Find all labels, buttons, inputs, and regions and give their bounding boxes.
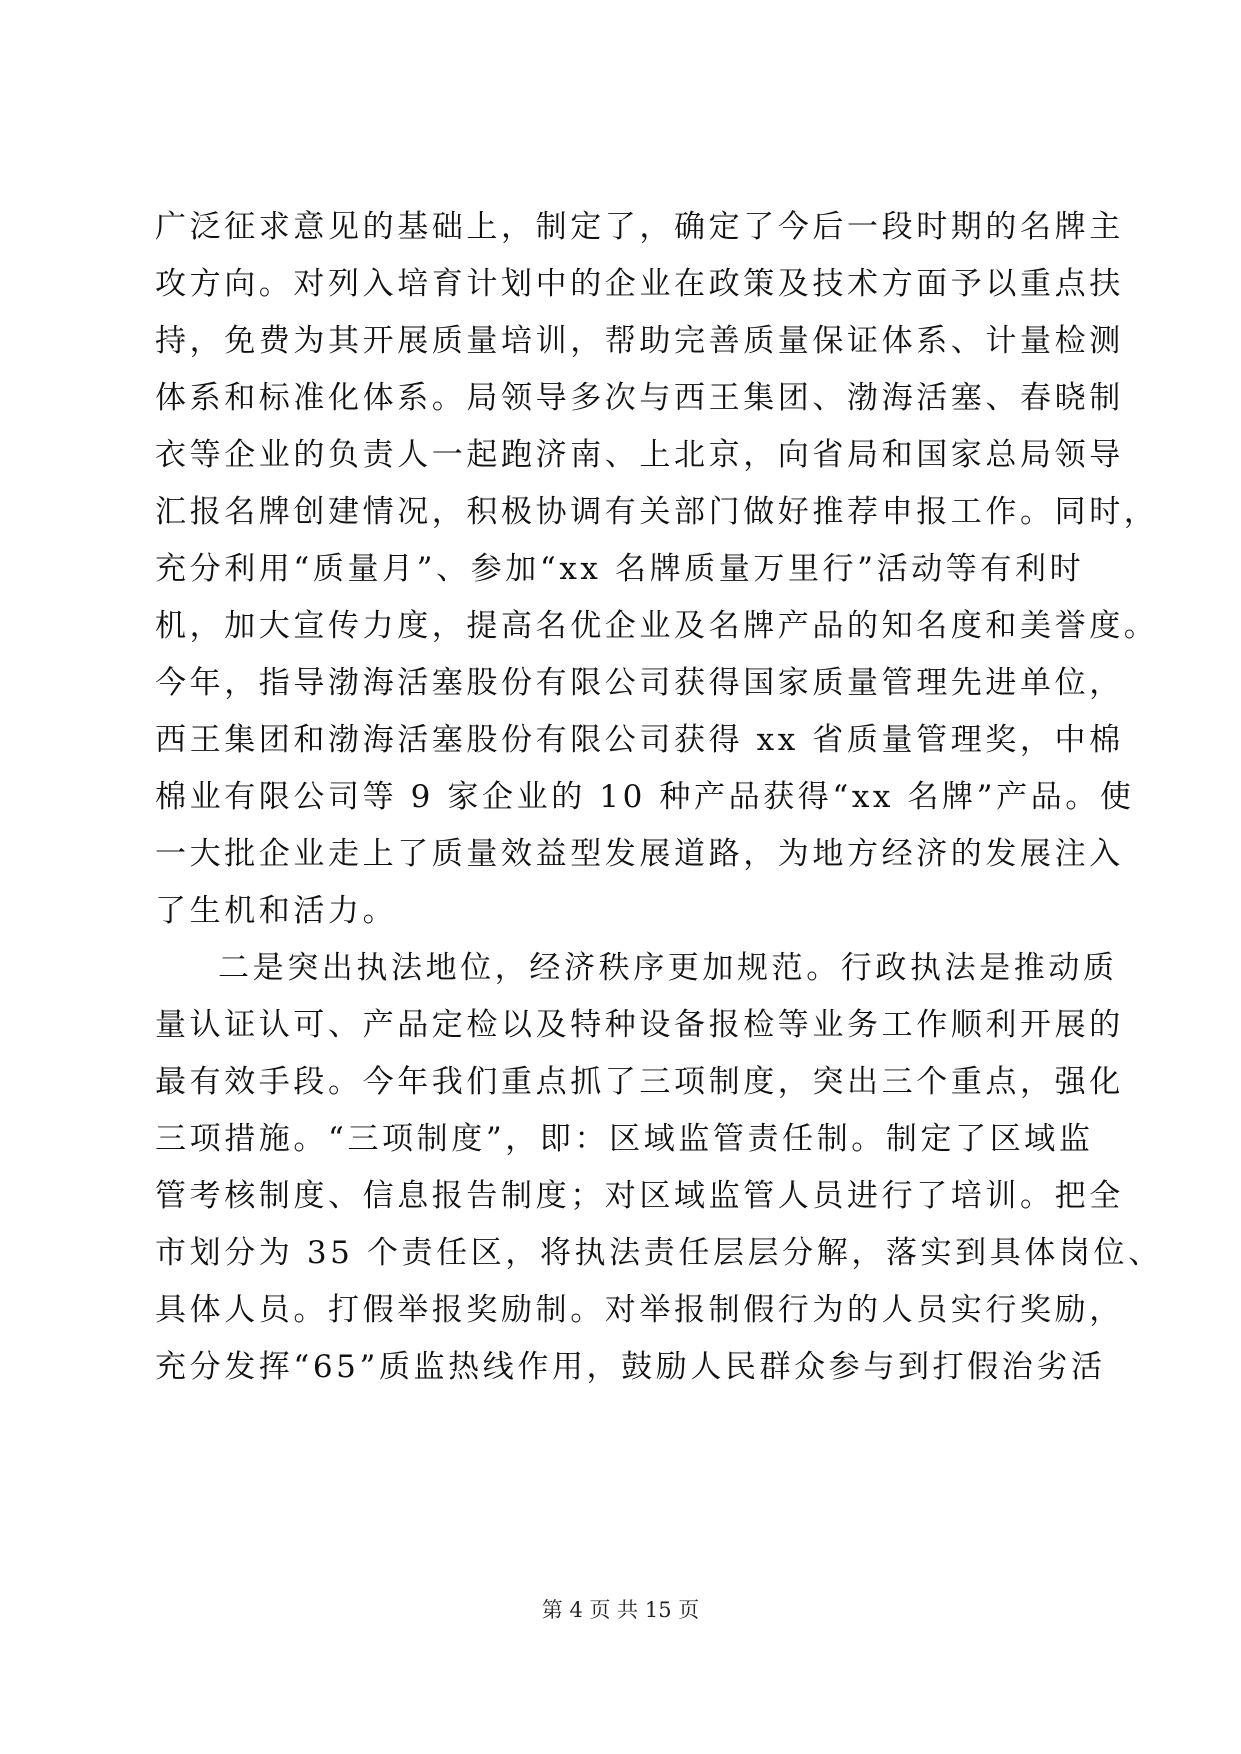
body-text-line: 体系和标准化体系。局领导多次与西王集团、渤海活塞、春晓制 xyxy=(155,380,1124,416)
body-text-line: 具体人员。打假举报奖励制。对举报制假行为的人员实行奖励， xyxy=(155,1292,1124,1328)
body-text-line: 机，加大宣传力度，提高名优企业及名牌产品的知名度和美誉度。 xyxy=(155,608,1159,644)
body-text-line: 充分发挥“65”质监热线作用，鼓励人民群众参与到打假治劣活 xyxy=(155,1349,1106,1385)
body-text-line: 量认证认可、产品定检以及特种设备报检等业务工作顺利开展的 xyxy=(155,1007,1124,1043)
body-text-line: 充分利用“质量月”、参加“xx 名牌质量万里行”活动等有利时 xyxy=(155,551,1085,587)
paragraph-first-line: 二是突出执法地位，经济秩序更加规范。行政执法是推动质 xyxy=(218,950,1118,986)
body-text-line: 最有效手段。今年我们重点抓了三项制度，突出三个重点，强化 xyxy=(155,1064,1124,1100)
body-text-line: 今年，指导渤海活塞股份有限公司获得国家质量管理先进单位， xyxy=(155,665,1124,701)
body-text-line: 持，免费为其开展质量培训，帮助完善质量保证体系、计量检测 xyxy=(155,323,1124,359)
body-text-line: 攻方向。对列入培育计划中的企业在政策及技术方面予以重点扶 xyxy=(155,266,1124,302)
body-text-line: 市划分为 35 个责任区，将执法责任层层分解，落实到具体岗位、 xyxy=(155,1235,1163,1271)
body-text-line: 西王集团和渤海活塞股份有限公司获得 xx 省质量管理奖，中棉 xyxy=(155,722,1124,758)
body-text-line: 管考核制度、信息报告制度；对区域监管人员进行了培训。把全 xyxy=(155,1178,1124,1214)
body-text-line: 一大批企业走上了质量效益型发展道路，为地方经济的发展注入 xyxy=(155,836,1124,872)
body-text-line: 汇报名牌创建情况，积极协调有关部门做好推荐申报工作。同时， xyxy=(155,494,1159,530)
body-text-line: 了生机和活力。 xyxy=(155,893,398,929)
body-text-line: 棉业有限公司等 9 家企业的 10 种产品获得“xx 名牌”产品。使 xyxy=(155,779,1135,815)
page-footer: 第 4 页 共 15 页 xyxy=(541,1598,700,1622)
body-text-line: 三项措施。“三项制度”，即：区域监管责任制。制定了区域监 xyxy=(155,1121,1094,1157)
body-text-line: 衣等企业的负责人一起跑济南、上北京，向省局和国家总局领导 xyxy=(155,437,1124,473)
body-text-line: 广泛征求意见的基础上，制定了，确定了今后一段时期的名牌主 xyxy=(155,209,1124,245)
